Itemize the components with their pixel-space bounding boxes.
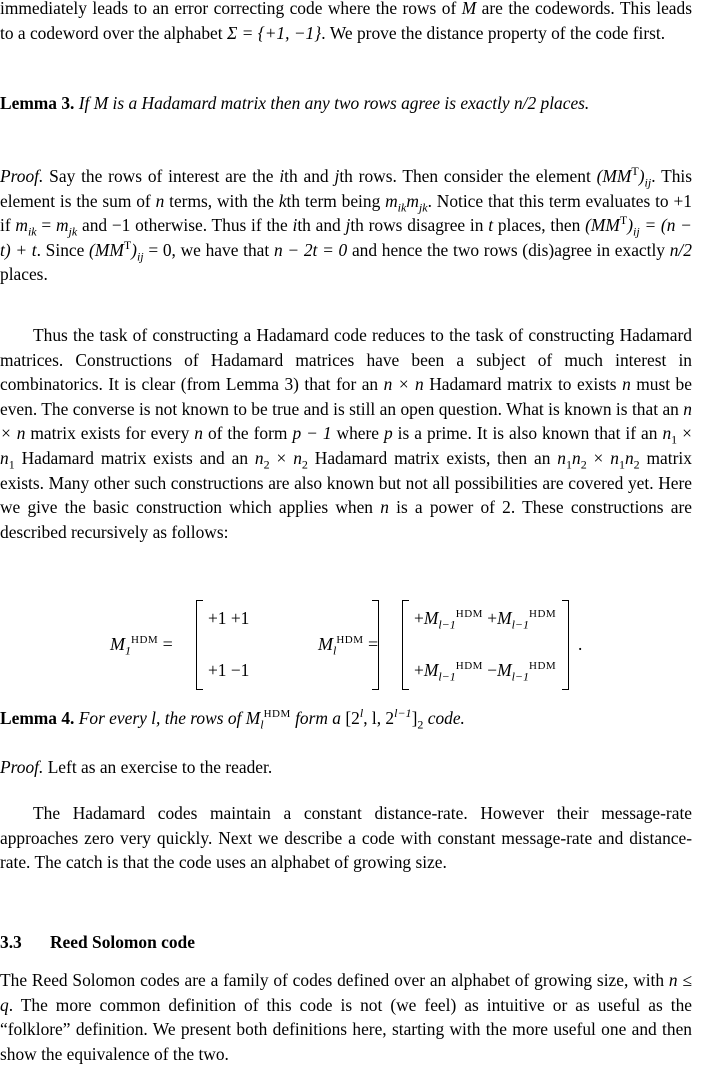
intro-paragraph: immediately leads to an error correcting code where the rows of M are the codewords. This leads to a codeword over the alphabet Σ = {+1, −1}. We prove the distance property of the code first. <box>0 0 692 43</box>
section-heading: 3.3 Reed Solomon code <box>0 932 195 952</box>
proof-lemma-3: Proof. Say the rows of interest are the ith and jth rows. Then consider the element $(MM^T)_{ij}$. This element is the sum of n terms, with the kth term being $m_{ik}m_{jk}$. Notice that this term evaluates to +1 if $m_{ik} = m_{jk}$ and −1 otherwise. Thus if the ith and jth rows disagree in t places, then $(MM^T)_{ij} = (n - t) + t$. Since $(MM^T)_{ij} = 0$, we have that n − 2t = 0 and hence the two rows (dis)agree in exactly n/2 places. <box>0 164 692 285</box>
rate-paragraph: The Hadamard codes maintain a constant distance-rate. However their message-rate approaches zero very quickly. Next we describe a code with constant message-rate and distance-rate. The catch is that the code uses an alphabet of growing size. <box>0 803 692 873</box>
matrix-ml-equation: $M_l^{HDM}$ = $+M_{l-1}^{HDM} +M_{l-1}^{HDM}$ $+M_{l-1}^{HDM} -M_{l-1}^{HDM}$ . <box>318 600 618 690</box>
lemma-4: Lemma 4. For every l, the rows of $M_l^{HDM}$ form a [2$^l$, l, $2^{l-1}]_2$ code. <box>0 706 465 732</box>
lemma-3: Lemma 3. If M is a Hadamard matrix then any two rows agree is exactly n/2 places. <box>0 93 590 113</box>
reed-solomon-paragraph: The Reed Solomon codes are a family of codes defined over an alphabet of growing size, with n ≤ q. The more common definition of this code is not (we feel) as intuitive or as useful as the “folklore” definition. We present both definitions here, starting with the more useful one and then show the equivalence of the two. <box>0 970 692 1064</box>
proof-lemma-4: Proof. Left as an exercise to the reader. <box>0 757 273 777</box>
matrix-m1-equation: $M_1^{HDM}$ = +1 +1 +1 −1 <box>110 600 280 690</box>
construction-paragraph: Thus the task of constructing a Hadamard code reduces to the task of constructing Hadamard matrices. Constructions of Hadamard matrices have been a subject of much interest in combinatorics. It is clear (from Lemma 3) that for an n × n Hadamard matrix to exists n must be even. The converse is not known to be true and is still an open question. What is known is that an n × n matrix exists for every n of the form p − 1 where p is a prime. It is also known that if an $n_1 \times n_1$ Hadamard matrix exists and an $n_2 \times n_2$ Hadamard matrix exists, then an $n_1n_2 \times n_1n_2$ matrix exists. Many other such constructions are also known but not all possibilities are covered yet. Here we give the basic construction which applies when n is a power of 2. These constructions are described recursively as follows: <box>0 325 692 542</box>
